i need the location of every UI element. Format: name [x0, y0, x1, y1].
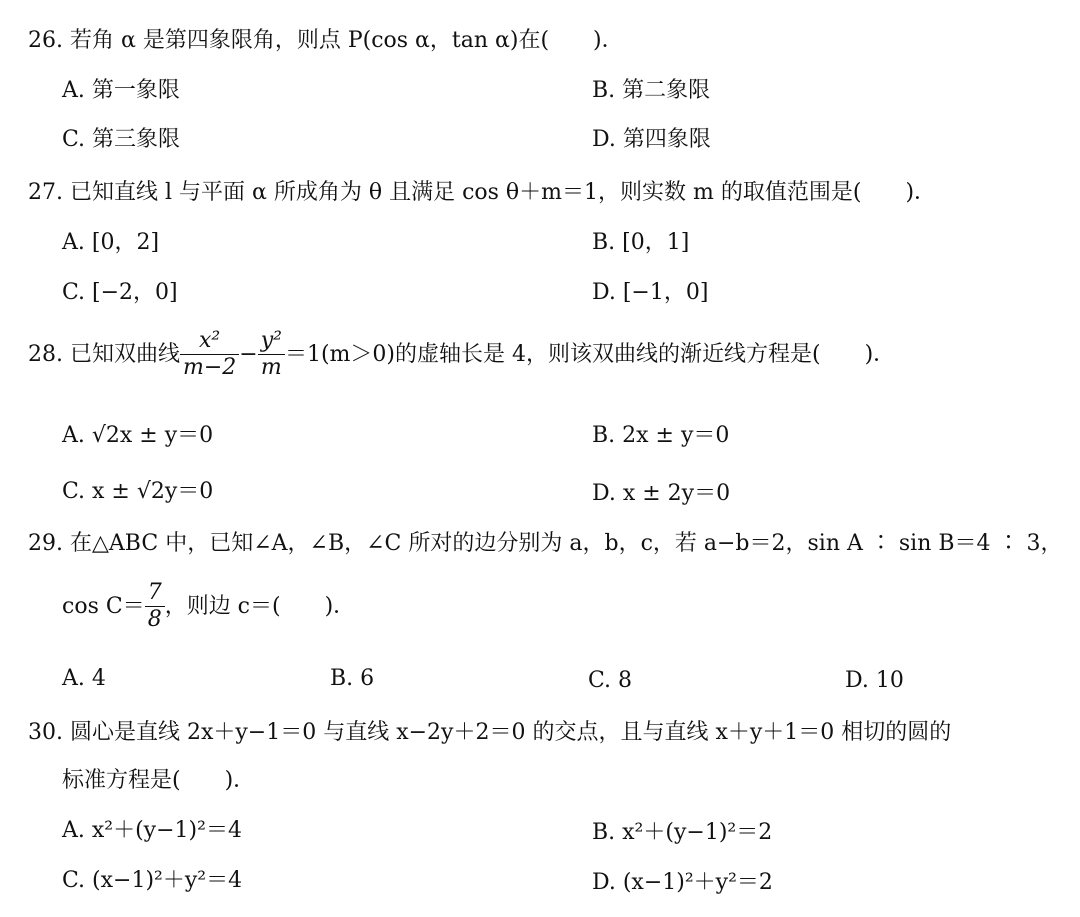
q28-option-a: A. √2x ± y＝0	[62, 423, 214, 448]
q26-option-d: D. 第四象限	[592, 127, 711, 152]
q28-stem-prefix: 28. 已知双曲线	[28, 341, 180, 367]
question-30-stem: 30. 圆心是直线 2x＋y−1＝0 与直线 x−2y＋2＝0 的交点，且与直线 x＋y＋1＝0 相切的圆的	[28, 720, 952, 745]
q27-option-a: A. [0，2]	[62, 230, 160, 255]
q26-option-a: A. 第一象限	[62, 78, 180, 103]
q28-fraction-x	[180, 330, 239, 379]
q29-option-c: C. 8	[588, 668, 633, 693]
q29-frac-numerator: 7	[145, 582, 165, 607]
q28-option-d: D. x ± 2y＝0	[592, 481, 731, 506]
question-27-stem: 27. 已知直线 l 与平面 α 所成角为 θ 且满足 cos θ＋m＝1，则实数 m 的取值范围是( )．	[28, 180, 937, 205]
q29-option-b: B. 6	[330, 666, 375, 691]
q28-frac1-numerator: x²	[180, 330, 239, 355]
q30-option-a: A. x²＋(y−1)²＝4	[62, 818, 242, 843]
q30-option-d: D. (x−1)²＋y²＝2	[592, 870, 773, 895]
q27-option-b: B. [0，1]	[592, 230, 690, 255]
question-29-stem: 29. 在△ABC 中，已知∠A，∠B，∠C 所对的边分别为 a，b，c，若 a−b＝2，sin A ∶ sin B＝4 ∶ 3，	[28, 531, 1063, 556]
q28-frac2-denominator: m	[260, 355, 282, 380]
q29-option-d: D. 10	[845, 668, 904, 693]
q30-option-b: B. x²＋(y−1)²＝2	[592, 820, 773, 845]
question-29-continuation	[62, 582, 355, 631]
q28-minus: −	[239, 341, 258, 367]
q27-option-d: D. [−1，0]	[592, 280, 709, 305]
q27-option-c: C. [−2，0]	[62, 280, 178, 305]
question-28-stem	[28, 330, 895, 379]
question-30-continuation: 标准方程是( )．	[62, 768, 256, 793]
q29-frac-denominator: 8	[147, 607, 162, 632]
q28-frac1-denominator: m−2	[182, 355, 237, 380]
q26-option-b: B. 第二象限	[592, 78, 711, 103]
q26-option-c: C. 第三象限	[62, 127, 181, 152]
q29-cont-suffix: ，则边 c＝( )．	[164, 593, 356, 619]
question-26-stem: 26. 若角 α 是第四象限角，则点 P(cos α，tan α)在( )．	[28, 28, 624, 53]
q28-frac2-numerator: y²	[258, 330, 285, 355]
q28-option-b: B. 2x ± y＝0	[592, 423, 730, 448]
q28-fraction-y	[258, 330, 285, 379]
q28-option-c: C. x ± √2y＝0	[62, 479, 214, 504]
q28-stem-suffix: ＝1(m＞0)的虚轴长是 4，则该双曲线的渐近线方程是( )．	[284, 341, 896, 367]
q29-cos-prefix: cos C＝	[62, 593, 145, 619]
q29-option-a: A. 4	[62, 666, 106, 691]
q30-option-c: C. (x−1)²＋y²＝4	[62, 868, 243, 893]
q29-fraction	[145, 582, 165, 631]
